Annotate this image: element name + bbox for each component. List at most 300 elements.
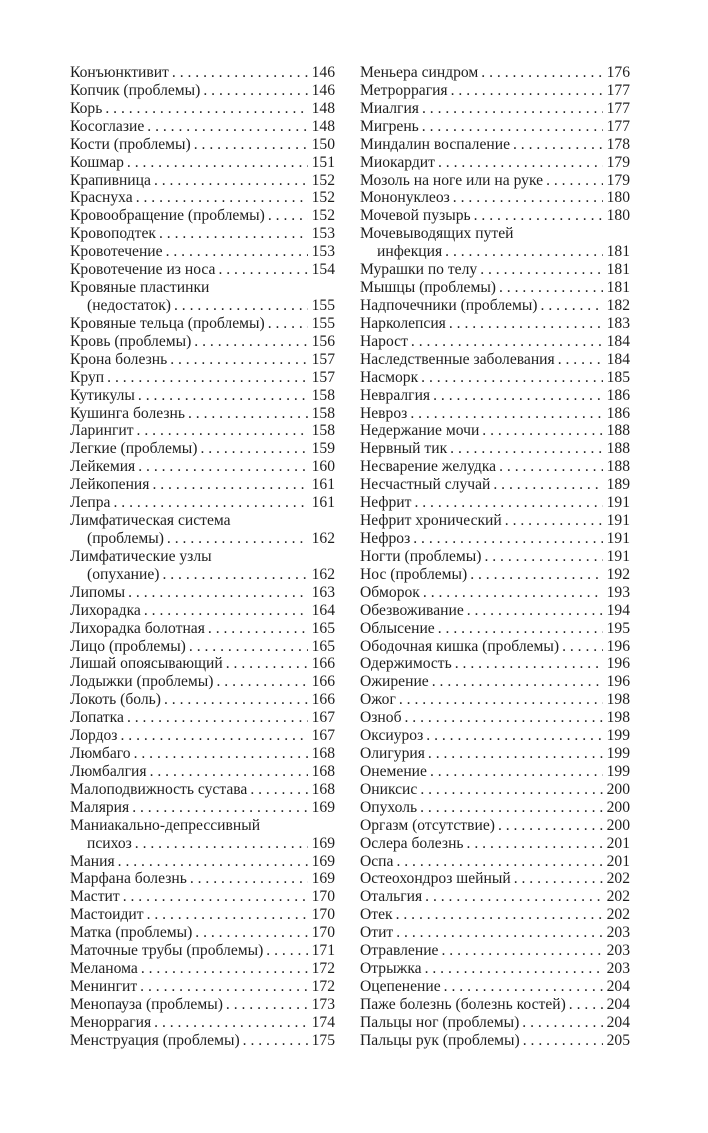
entry-title: Косоглазие — [70, 117, 145, 135]
dot-leader — [451, 82, 603, 100]
dot-leader — [445, 243, 602, 261]
entry-page-number: 202 — [606, 888, 630, 906]
entry-page-number: 200 — [606, 798, 630, 816]
entry-title: Одержимость — [360, 655, 452, 673]
dot-leader — [444, 978, 603, 996]
dot-leader — [120, 727, 307, 745]
entry-page-number: 202 — [606, 870, 630, 888]
entry-title: Онемение — [360, 762, 427, 780]
dot-leader — [127, 709, 308, 727]
entry-page-number: 157 — [311, 350, 335, 368]
entry-title: Нервный тик — [360, 440, 448, 458]
entry-title: Ободочная кишка (проблемы) — [360, 637, 560, 655]
dot-leader — [216, 673, 307, 691]
entry-title: Обезвоживание — [360, 601, 464, 619]
index-entry — [70, 100, 335, 118]
index-entry — [360, 906, 630, 924]
entry-title: Лихорадка — [70, 601, 141, 619]
dot-leader — [170, 351, 307, 369]
entry-title: Надпочечники (проблемы) — [360, 296, 538, 314]
index-entry — [70, 243, 335, 261]
dot-leader — [523, 1032, 603, 1050]
dot-leader — [226, 655, 308, 673]
dot-leader — [396, 924, 602, 942]
entry-title: Легкие (проблемы) — [70, 440, 198, 458]
entry-title: Кровотечение из носа — [70, 261, 216, 279]
index-entry — [360, 369, 630, 387]
entry-page-number: 181 — [606, 243, 630, 261]
index-entry — [70, 745, 335, 763]
dot-leader — [113, 494, 307, 512]
entry-title: Опухоль — [360, 798, 418, 816]
dot-leader — [172, 64, 308, 82]
index-entry — [70, 853, 335, 871]
entry-title: Нефроз — [360, 529, 411, 547]
entry-page-number: 177 — [606, 117, 630, 135]
entry-title: Мастит — [70, 888, 120, 906]
index-entry — [70, 763, 335, 781]
entry-title: Олигурия — [360, 745, 425, 763]
index-entry — [360, 584, 630, 602]
dot-leader — [482, 422, 602, 440]
entry-page-number: 186 — [606, 404, 630, 422]
entry-page-number: 157 — [311, 368, 335, 386]
dot-leader — [189, 638, 308, 656]
entry-page-number: 194 — [606, 601, 630, 619]
dot-leader — [414, 494, 602, 512]
entry-page-number: 173 — [311, 995, 335, 1013]
entry-title: Невроз — [360, 404, 408, 422]
dot-leader — [250, 781, 307, 799]
index-entry — [360, 960, 630, 978]
index-entry — [360, 781, 630, 799]
entry-title: Мастоидит — [70, 906, 144, 924]
entry-page-number: 198 — [606, 691, 630, 709]
index-entry — [360, 835, 630, 853]
index-entry — [70, 225, 335, 243]
entry-title: Кошмар — [70, 153, 124, 171]
dot-leader — [411, 333, 603, 351]
entry-page-number: 166 — [311, 691, 335, 709]
dot-leader — [513, 136, 603, 154]
entry-page-number: 180 — [606, 207, 630, 225]
entry-page-number: 180 — [606, 189, 630, 207]
entry-page-number: 192 — [606, 565, 630, 583]
entry-page-number: 175 — [311, 1031, 335, 1049]
dot-leader — [190, 870, 308, 888]
entry-title: Крапивница — [70, 171, 151, 189]
entry-title: Лицо (проблемы) — [70, 637, 186, 655]
entry-page-number: 204 — [606, 1013, 630, 1031]
entry-title: Озноб — [360, 709, 402, 727]
entry-page-number: 169 — [311, 798, 335, 816]
index-entry — [70, 799, 335, 817]
entry-title: Лордоз — [70, 727, 118, 745]
entry-page-number: 166 — [311, 655, 335, 673]
dot-leader — [396, 853, 602, 871]
index-entry — [360, 64, 630, 82]
index-entry — [360, 978, 630, 996]
entry-title: Лопатка — [70, 709, 124, 727]
entry-page-number: 186 — [606, 386, 630, 404]
entry-title: Менструация (проблемы) — [70, 1031, 240, 1049]
dot-leader — [420, 799, 603, 817]
index-entry — [70, 422, 335, 440]
entry-page-number: 155 — [311, 296, 335, 314]
dot-leader — [405, 709, 603, 727]
index-entry-continuation — [70, 297, 335, 315]
index-entry-continuation — [70, 835, 335, 853]
dot-leader — [480, 261, 602, 279]
entry-title: (опухание) — [87, 565, 160, 583]
entry-title: Ларингит — [70, 422, 134, 440]
entry-title: Кровообращение (проблемы) — [70, 207, 265, 225]
entry-title: Круп — [70, 368, 105, 386]
entry-title: Облысение — [360, 619, 435, 637]
entry-page-number: 199 — [606, 727, 630, 745]
dot-leader — [410, 405, 602, 423]
entry-page-number: 185 — [606, 368, 630, 386]
entry-page-number: 181 — [606, 261, 630, 279]
entry-title: Несчастный случай — [360, 476, 491, 494]
dot-leader — [164, 691, 308, 709]
index-entry — [70, 1032, 335, 1050]
entry-page-number: 159 — [311, 440, 335, 458]
entry-page-number: 171 — [311, 942, 335, 960]
dot-leader — [144, 602, 308, 620]
entry-page-number: 148 — [311, 117, 335, 135]
index-entry — [70, 924, 335, 942]
entry-page-number: 154 — [311, 261, 335, 279]
entry-page-number: 202 — [606, 906, 630, 924]
entry-title: Недержание мочи — [360, 422, 480, 440]
entry-title: Ногти (проблемы) — [360, 547, 482, 565]
entry-page-number: 191 — [606, 494, 630, 512]
entry-page-number: 160 — [311, 458, 335, 476]
index-entry — [70, 978, 335, 996]
dot-leader — [147, 118, 307, 136]
entry-page-number: 179 — [606, 171, 630, 189]
index-entry — [360, 817, 630, 835]
entry-page-number: 176 — [606, 64, 630, 81]
dot-leader — [413, 530, 602, 548]
dot-leader — [438, 154, 603, 172]
index-entry — [70, 691, 335, 709]
entry-title: Оксиуроз — [360, 727, 424, 745]
dot-leader — [107, 369, 307, 387]
entry-page-number: 152 — [311, 171, 335, 189]
entry-title: Лимфатическая система — [70, 512, 231, 530]
dot-leader — [522, 1014, 602, 1032]
dot-leader — [188, 405, 308, 423]
entry-title: Нефрит — [360, 494, 412, 512]
entry-page-number: 170 — [311, 906, 335, 924]
entry-page-number: 188 — [606, 422, 630, 440]
dot-leader — [152, 476, 307, 494]
entry-page-number: 200 — [606, 816, 630, 834]
entry-page-number: 191 — [606, 512, 630, 530]
entry-page-number: 166 — [311, 673, 335, 691]
dot-leader — [420, 781, 602, 799]
entry-title: Нефрит хронический — [360, 512, 502, 530]
dot-leader — [425, 888, 602, 906]
entry-title: Липомы — [70, 583, 126, 601]
entry-title: Несварение желудка — [360, 458, 497, 476]
index-entry — [360, 602, 630, 620]
entry-page-number: 165 — [311, 619, 335, 637]
entry-page-number: 169 — [311, 834, 335, 852]
index-entry — [360, 1032, 630, 1050]
index-entry — [360, 745, 630, 763]
entry-page-number: 170 — [311, 888, 335, 906]
entry-title: (проблемы) — [87, 529, 164, 547]
dot-leader — [208, 620, 308, 638]
dot-leader — [474, 207, 603, 225]
index-entry — [360, 279, 630, 297]
dot-leader — [498, 817, 603, 835]
index-entry — [70, 369, 335, 387]
entry-page-number: 200 — [606, 780, 630, 798]
entry-title: Кровь (проблемы) — [70, 332, 192, 350]
dot-leader — [562, 638, 603, 656]
dot-leader — [499, 279, 603, 297]
index-entry-continuation — [70, 530, 335, 548]
index-entry — [70, 172, 335, 190]
index-entry — [360, 315, 630, 333]
index-entry — [360, 440, 630, 458]
index-entry — [360, 888, 630, 906]
index-entry — [360, 620, 630, 638]
index-column-right — [360, 64, 630, 1050]
index-entry — [70, 870, 335, 888]
entry-title: Нарколепсия — [360, 314, 446, 332]
index-entry — [360, 297, 630, 315]
entry-page-number: 156 — [311, 332, 335, 350]
entry-title: Краснуха — [70, 189, 133, 207]
entry-page-number: 184 — [606, 332, 630, 350]
index-entry — [360, 691, 630, 709]
index-entry — [360, 476, 630, 494]
index-entry — [70, 906, 335, 924]
index-entry — [360, 709, 630, 727]
dot-leader — [450, 440, 602, 458]
dot-leader — [174, 297, 308, 315]
dot-leader — [432, 673, 603, 691]
entry-title: Матка (проблемы) — [70, 924, 193, 942]
entry-page-number: 203 — [606, 942, 630, 960]
entry-title: Ожог — [360, 691, 396, 709]
entry-page-number: 158 — [311, 404, 335, 422]
entry-page-number: 162 — [311, 529, 335, 547]
entry-page-number: 169 — [311, 870, 335, 888]
dot-leader — [422, 118, 603, 136]
index-entry — [360, 225, 630, 243]
entry-title: Кости (проблемы) — [70, 135, 191, 153]
entry-page-number: 161 — [311, 476, 335, 494]
index-entry — [70, 351, 335, 369]
dot-leader — [514, 870, 603, 888]
dot-leader — [150, 763, 308, 781]
entry-title: Мигрень — [360, 117, 419, 135]
entry-page-number: 203 — [606, 960, 630, 978]
entry-page-number: 158 — [311, 386, 335, 404]
index-entry — [360, 1014, 630, 1032]
entry-page-number: 169 — [311, 852, 335, 870]
index-entry — [70, 405, 335, 423]
entry-title: Кровотечение — [70, 243, 163, 261]
index-entry — [360, 458, 630, 476]
dot-leader — [438, 620, 603, 638]
entry-page-number: 167 — [311, 727, 335, 745]
entry-page-number: 196 — [606, 655, 630, 673]
entry-page-number: 201 — [606, 834, 630, 852]
dot-leader — [147, 906, 308, 924]
dot-leader — [167, 530, 308, 548]
dot-leader — [541, 297, 603, 315]
entry-title: Кутикулы — [70, 386, 135, 404]
index-entry — [70, 960, 335, 978]
index-entry — [70, 638, 335, 656]
entry-page-number: 193 — [606, 583, 630, 601]
dot-leader — [493, 476, 602, 494]
entry-page-number: 148 — [311, 99, 335, 117]
entry-title: Лейкемия — [70, 458, 136, 476]
index-entry — [70, 548, 335, 566]
index-entry — [70, 136, 335, 154]
entry-page-number: 151 — [311, 153, 335, 171]
dot-leader — [127, 154, 308, 172]
dot-leader — [428, 745, 603, 763]
entry-title: Остеохондроз шейный — [360, 870, 511, 888]
entry-page-number: 188 — [606, 458, 630, 476]
index-entry — [70, 494, 335, 512]
entry-title: Корь — [70, 99, 103, 117]
dot-leader — [455, 655, 603, 673]
index-entry — [360, 673, 630, 691]
entry-page-number: 199 — [606, 745, 630, 763]
entry-title: Люмбалгия — [70, 762, 147, 780]
entry-title: Отальгия — [360, 888, 423, 906]
dot-leader — [138, 458, 307, 476]
index-entry — [70, 602, 335, 620]
entry-title: Метроррагия — [360, 81, 448, 99]
dot-leader — [138, 387, 308, 405]
entry-title: Маточные трубы (проблемы) — [70, 942, 264, 960]
dot-leader — [118, 853, 308, 871]
index-entry — [70, 584, 335, 602]
entry-page-number: 191 — [606, 529, 630, 547]
dot-leader — [396, 906, 603, 924]
entry-title: Отек — [360, 906, 393, 924]
dot-leader — [194, 136, 308, 154]
entry-title: Крона болезнь — [70, 350, 168, 368]
entry-title: (недостаток) — [87, 296, 171, 314]
entry-title: Отит — [360, 924, 394, 942]
entry-title: Нос (проблемы) — [360, 565, 468, 583]
entry-title: Мозоль на ноге или на руке — [360, 171, 544, 189]
entry-title: Маниакально-депрессивный — [70, 816, 261, 834]
entry-page-number: 165 — [311, 637, 335, 655]
index-entry — [70, 673, 335, 691]
dot-leader — [484, 548, 602, 566]
entry-title: Кровяные тельца (проблемы) — [70, 314, 265, 332]
entry-title: Лишай опоясывающий — [70, 655, 223, 673]
dot-leader — [200, 440, 307, 458]
entry-title: Мононуклеоз — [360, 189, 450, 207]
index-entry — [70, 942, 335, 960]
entry-title: Конъюнктивит — [70, 64, 169, 81]
index-entry — [360, 853, 630, 871]
entry-title: Насморк — [360, 368, 419, 386]
entry-title: Паже болезнь (болезнь костей) — [360, 995, 566, 1013]
entry-page-number: 146 — [311, 64, 335, 81]
dot-leader — [128, 584, 307, 602]
index-entry — [70, 207, 335, 225]
index-entry — [70, 817, 335, 835]
index-entry — [360, 261, 630, 279]
dot-leader — [467, 602, 603, 620]
dot-leader — [132, 799, 307, 817]
index-entry — [70, 476, 335, 494]
entry-title: Миалгия — [360, 99, 419, 117]
dot-leader — [426, 727, 602, 745]
index-entry — [360, 154, 630, 172]
entry-title: Лепра — [70, 494, 111, 512]
index-entry — [70, 781, 335, 799]
index-columns — [70, 64, 630, 1050]
entry-page-number: 172 — [311, 978, 335, 996]
index-entry — [360, 100, 630, 118]
index-entry — [70, 154, 335, 172]
index-entry — [360, 494, 630, 512]
entry-title: Мурашки по телу — [360, 261, 478, 279]
index-entry — [360, 942, 630, 960]
entry-title: Нарост — [360, 332, 408, 350]
index-entry — [70, 387, 335, 405]
entry-page-number: 153 — [311, 243, 335, 261]
entry-page-number: 181 — [606, 279, 630, 297]
index-entry — [360, 763, 630, 781]
entry-title: Оцепенение — [360, 978, 441, 996]
dot-leader — [134, 745, 308, 763]
entry-title: Мышцы (проблемы) — [360, 279, 496, 297]
dot-leader — [162, 566, 307, 584]
dot-leader — [505, 512, 603, 530]
entry-page-number: 203 — [606, 924, 630, 942]
index-entry — [360, 512, 630, 530]
entry-title: Ожирение — [360, 673, 429, 691]
entry-title: Наследственные заболевания — [360, 350, 555, 368]
entry-title: Кушинга болезнь — [70, 404, 185, 422]
entry-page-number: 183 — [606, 314, 630, 332]
entry-title: Отравление — [360, 942, 439, 960]
dot-leader — [499, 458, 603, 476]
entry-title: Лодыжки (проблемы) — [70, 673, 214, 691]
entry-title: Мочевыводящих путей — [360, 225, 514, 243]
dot-leader — [470, 566, 602, 584]
dot-leader — [243, 1032, 308, 1050]
entry-title: Марфана болезнь — [70, 870, 187, 888]
index-entry-continuation — [360, 243, 630, 261]
index-entry — [70, 315, 335, 333]
index-entry — [360, 82, 630, 100]
entry-page-number: 170 — [311, 924, 335, 942]
index-entry — [360, 172, 630, 190]
dot-leader — [268, 315, 308, 333]
index-entry — [360, 924, 630, 942]
dot-leader — [159, 225, 308, 243]
dot-leader — [467, 835, 603, 853]
